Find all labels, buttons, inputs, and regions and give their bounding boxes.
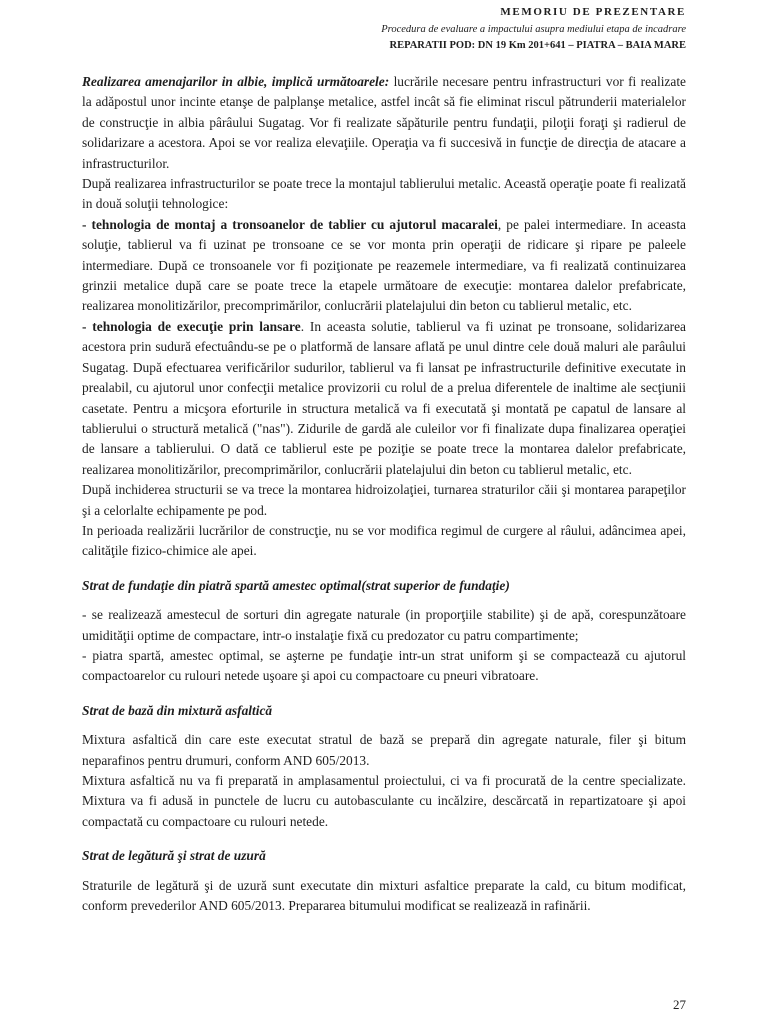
project-title: REPARATII POD: DN 19 Km 201+641 – PIATRA – BAIA MARE: [389, 40, 686, 51]
paragraph: După inchiderea structurii se va trece la montarea hidroizolaţiei, turnarea straturilor căii şi montarea parapeţilor şi a celorlalte echipamente pe pod.: [82, 482, 686, 518]
paragraph: Mixtura asfaltică nu va fi preparată in amplasamentul proiectului, ci va fi procurată de la centre specializate. Mixtura va fi adusă in punctele de lucru cu autobasculante cu incălzire, descărcată in repartizatoare şi apoi compactată cu compactoare cu rulouri netede.: [82, 773, 686, 829]
document-title: MEMORIU DE PREZENTARE: [500, 6, 686, 18]
section-heading: Strat de bază din mixtură asfaltică: [82, 702, 273, 718]
paragraph: [82, 317, 686, 480]
document-subtitle: Procedura de evaluare a impactului asupra mediului etapa de incadrare: [381, 24, 686, 35]
paragraph-text: , pe palei intermediare. In aceasta soluţie, tablierul va fi uzinat pe tronsoane ce se vor monta prin operaţii de ridicare şi ripare pe paleele intermediare. După ce tronsoanele vor fi poziţionate pe reazemele intermediare, va fi realizată continuizarea grinzii metalice după care se poate trece la etapele următoare de execuţie: montarea dalelor prefabricate, realizarea monolitizărilor, precomprimărilor, conlucrării platelajului din beton cu tablierul metalic, etc.: [82, 216, 686, 314]
paragraph-lead: - tehnologia de montaj a tronsoanelor de tablier cu ajutorul macaralei: [82, 216, 498, 232]
document-body: [82, 72, 686, 916]
paragraph: - se realizează amestecul de sorturi din agregate naturale (in proporţiile stabilite) şi de apă, corespunzătoare umidităţii optime de compactare, intr-o instalaţie fixă cu predozator cu patru compartimente;: [82, 607, 686, 643]
paragraph: Straturile de legătură şi de uzură sunt executate din mixturi asfaltice preparate la cald, cu bitum modificat, conform prevederilor AND 605/2013. Prepararea bitumului modificat se realizează in rafinării.: [82, 877, 686, 914]
paragraph-text: . In aceasta solutie, tablierul va fi uzinat pe tronsoane, solidarizarea acestora prin sudură efectuându-se pe o platformă de lansare aflată pe unul dintre cele două maluri ale parâului Sugatag. După efectuarea verificărilor sudurilor, tablierul va fi lansat pe infrastructurile definitive executate in prealabil, cu ajutorul unor confecţii metalice provizorii cu rolul de a prelua diferentele de inaltime ale secţiunii casetate. Pentru a micşora eforturile in structura metalică va fi executată şi montată pe capatul de lansare al tablierului o structură metalică ("nas"). Zidurile de gardă ale culeilor vor fi finalizate dupa finalizarea operaţiei de lansare a tablierului. O dată ce tablierul este pe poziţie se poate trece la montarea dalelor prefabricate, realizarea monolitizărilor, precomprimărilor, conlucrării platelajului din beton cu tablierul metalic, etc.: [82, 318, 686, 477]
paragraph-lead: Realizarea amenajarilor in albie, implică următoarele:: [82, 74, 390, 89]
paragraph: In perioada realizării lucrărilor de construcţie, nu se vor modifica regimul de curgere al râului, adâncimea apei, calităţile fizico-chimice ale apei.: [82, 522, 686, 559]
paragraph: [82, 215, 686, 317]
paragraph-lead: - tehnologia de execuţie prin lansare: [82, 318, 301, 334]
paragraph: După realizarea infrastructurilor se poate trece la montajul tablierului metalic. Această operaţie poate fi realizată in două soluţii tehnologice:: [82, 176, 686, 212]
paragraph: Mixtura asfaltică din care este executat stratul de bază se prepară din agregate naturale, filer şi bitum neparafinos pentru drumuri, conform AND 605/2013.: [82, 732, 686, 768]
section-heading: Strat de legătură şi strat de uzură: [82, 848, 266, 864]
paragraph-text: lucrările necesare pentru infrastructuri vor fi realizate la adăpostul unor incinte etanşe de palplanşe metalice, astfel incât să fie eliminat riscul pătrunderii materialelor de construcţie in albia pârâului Sugatag. Vor fi realizate săpăturile pentru fundaţii, piloţii foraţi şi radierul de solidarizare a acestora. Apoi se vor realiza elevaţiile. Operaţia va fi succesivă in funcţie de direcţia de atacare a infrastructurilor.: [82, 74, 686, 171]
page-number: 27: [673, 997, 686, 1012]
paragraph: - piatra spartă, amestec optimal, se aşterne pe fundaţie intr-un strat uniform şi se compactează cu ajutorul compactoarelor cu rulouri netede uşoare şi apoi cu compactoare cu pneuri vibratoare.: [82, 647, 686, 684]
section-heading: Strat de fundaţie din piatră spartă amestec optimal(strat superior de fundaţie): [82, 577, 510, 593]
paragraph: [82, 72, 686, 174]
